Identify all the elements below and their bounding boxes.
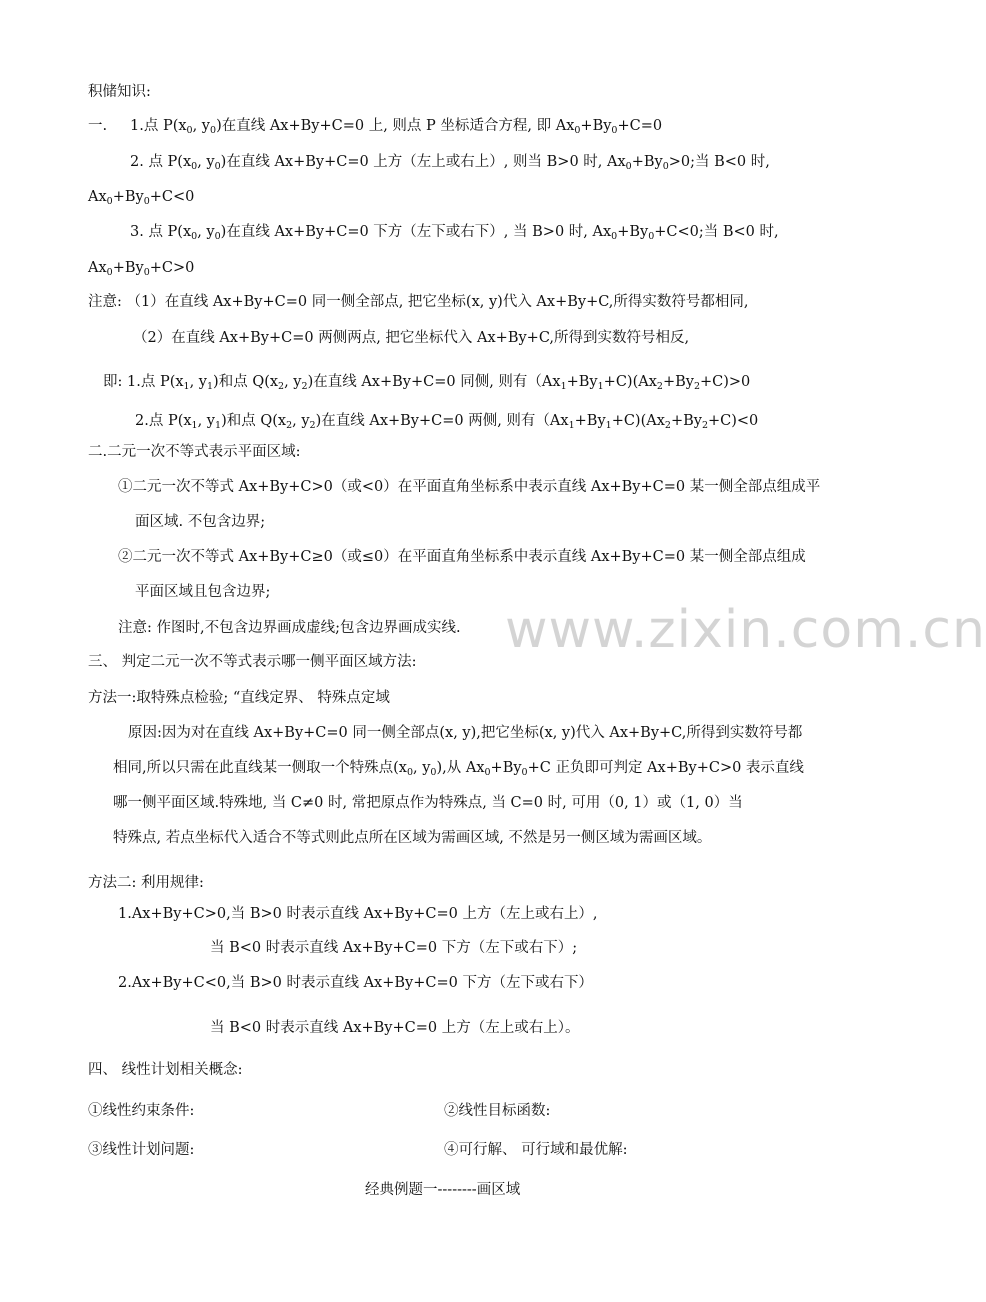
method-1-title: 方法一:取特殊点检验; “直线定界、 特殊点定域	[88, 690, 390, 706]
same-side-condition: 即: 1.点 $P(x_1$, $y_1$)和点 $Q(x_2$, $y_2$)在直线 Ax+By+C=0 同侧, 则有$(Ax_1+By_1+C)(Ax_2+By_2+C)>0$	[103, 374, 751, 392]
point-below-line-rule-cont: $Ax_0+By_0+C>0$	[88, 260, 195, 278]
watermark: www.zixin.com.cn	[505, 600, 986, 660]
strict-inequality-line2: 面区域. 不包含边界;	[135, 514, 266, 530]
strict-inequality-line1: ①二元一次不等式 Ax+By+C>0（或<0）在平面直角坐标系中表示直线 Ax+By+C=0 某一侧全部点组成平	[118, 479, 821, 495]
drawing-note: 注意: 作图时,不包含边界画成虚线;包含边界画成实线.	[118, 620, 461, 636]
opposite-side-condition: 2.点 $P(x_1$, $y_1$)和点 $Q(x_2$, $y_2$)在直线 Ax+By+C=0 两侧, 则有$(Ax_1+By_1+C)(Ax_2+By_2+C)<0$	[135, 413, 759, 431]
reason-line1: 原因:因为对在直线 Ax+By+C=0 同一侧全部点(x, y),把它坐标(x, y)代入 Ax+By+C,所得到实数符号都	[128, 725, 803, 741]
reason-line2: 相同,所以只需在此直线某一侧取一个特殊点($x_0$, $y_0$),从 $Ax_0+By_0+C$ 正负即可判定 Ax+By+C>0 表示直线	[113, 760, 804, 778]
note-opposite-side: （2）在直线 Ax+By+C=0 两侧两点, 把它坐标代入 Ax+By+C,所得到实数符号相反,	[133, 330, 690, 346]
rule-line2: 当 B<0 时表示直线 Ax+By+C=0 下方（左下或右下）;	[210, 940, 578, 956]
nonstrict-inequality-line1: ②二元一次不等式 Ax+By+C≥0（或≤0）在平面直角坐标系中表示直线 Ax+By+C=0 某一侧全部点组成	[118, 549, 806, 565]
heading: 积储知识:	[88, 84, 151, 100]
example-title: 经典例题一--------画区域	[365, 1182, 521, 1198]
section-1-number: 一.	[88, 118, 108, 134]
section-3-title: 三、 判定二元一次不等式表示哪一侧平面区域方法:	[88, 654, 417, 670]
concept-3: ③线性计划问题:	[88, 1142, 195, 1158]
note-same-side: 注意: （1）在直线 Ax+By+C=0 同一侧全部点, 把它坐标(x, y)代入 Ax+By+C,所得实数符号都相同,	[88, 294, 749, 310]
concept-1: ①线性约束条件:	[88, 1103, 195, 1119]
nonstrict-inequality-line2: 平面区域且包含边界;	[135, 584, 271, 600]
method-2-title: 方法二: 利用规律:	[88, 875, 204, 891]
rule-line3: 2.Ax+By+C<0,当 B>0 时表示直线 Ax+By+C=0 下方（左下或右下）	[118, 975, 593, 991]
rule-line4: 当 B<0 时表示直线 Ax+By+C=0 上方（左上或右上）。	[210, 1020, 580, 1036]
reason-line4: 特殊点, 若点坐标代入适合不等式则此点所在区域为需画区域, 不然是另一侧区域为需画区域。	[113, 830, 712, 846]
point-on-line-rule: 1.点 $P(x_0$, $y_0$)在直线 Ax+By+C=0 上, 则点 P 坐标适合方程, 即 $Ax_0+By_0+C=0$	[130, 118, 663, 136]
reason-line3: 哪一侧平面区域.特殊地, 当 C≠0 时, 常把原点作为特殊点, 当 C=0 时, 可用（0, 1）或（1, 0）当	[113, 795, 743, 811]
concept-2: ②线性目标函数:	[444, 1103, 551, 1119]
point-above-line-rule: 2. 点 $P(x_0$, $y_0$)在直线 Ax+By+C=0 上方（左上或右上）, 则当 B>0 时, $Ax_0+By_0>0$;当 B<0 时,	[130, 154, 770, 172]
rule-line1: 1.Ax+By+C>0,当 B>0 时表示直线 Ax+By+C=0 上方（左上或右上）,	[118, 906, 598, 922]
section-2-title: 二.二元一次不等式表示平面区域:	[88, 444, 301, 460]
point-above-line-rule-cont: $Ax_0+By_0+C<0$	[88, 189, 195, 207]
section-4-title: 四、 线性计划相关概念:	[88, 1062, 243, 1078]
point-below-line-rule: 3. 点 $P(x_0$, $y_0$)在直线 Ax+By+C=0 下方（左下或右下）, 当 B>0 时, $Ax_0+By_0+C<0$;当 B<0 时,	[130, 224, 779, 242]
concept-4: ④可行解、 可行域和最优解:	[444, 1142, 628, 1158]
